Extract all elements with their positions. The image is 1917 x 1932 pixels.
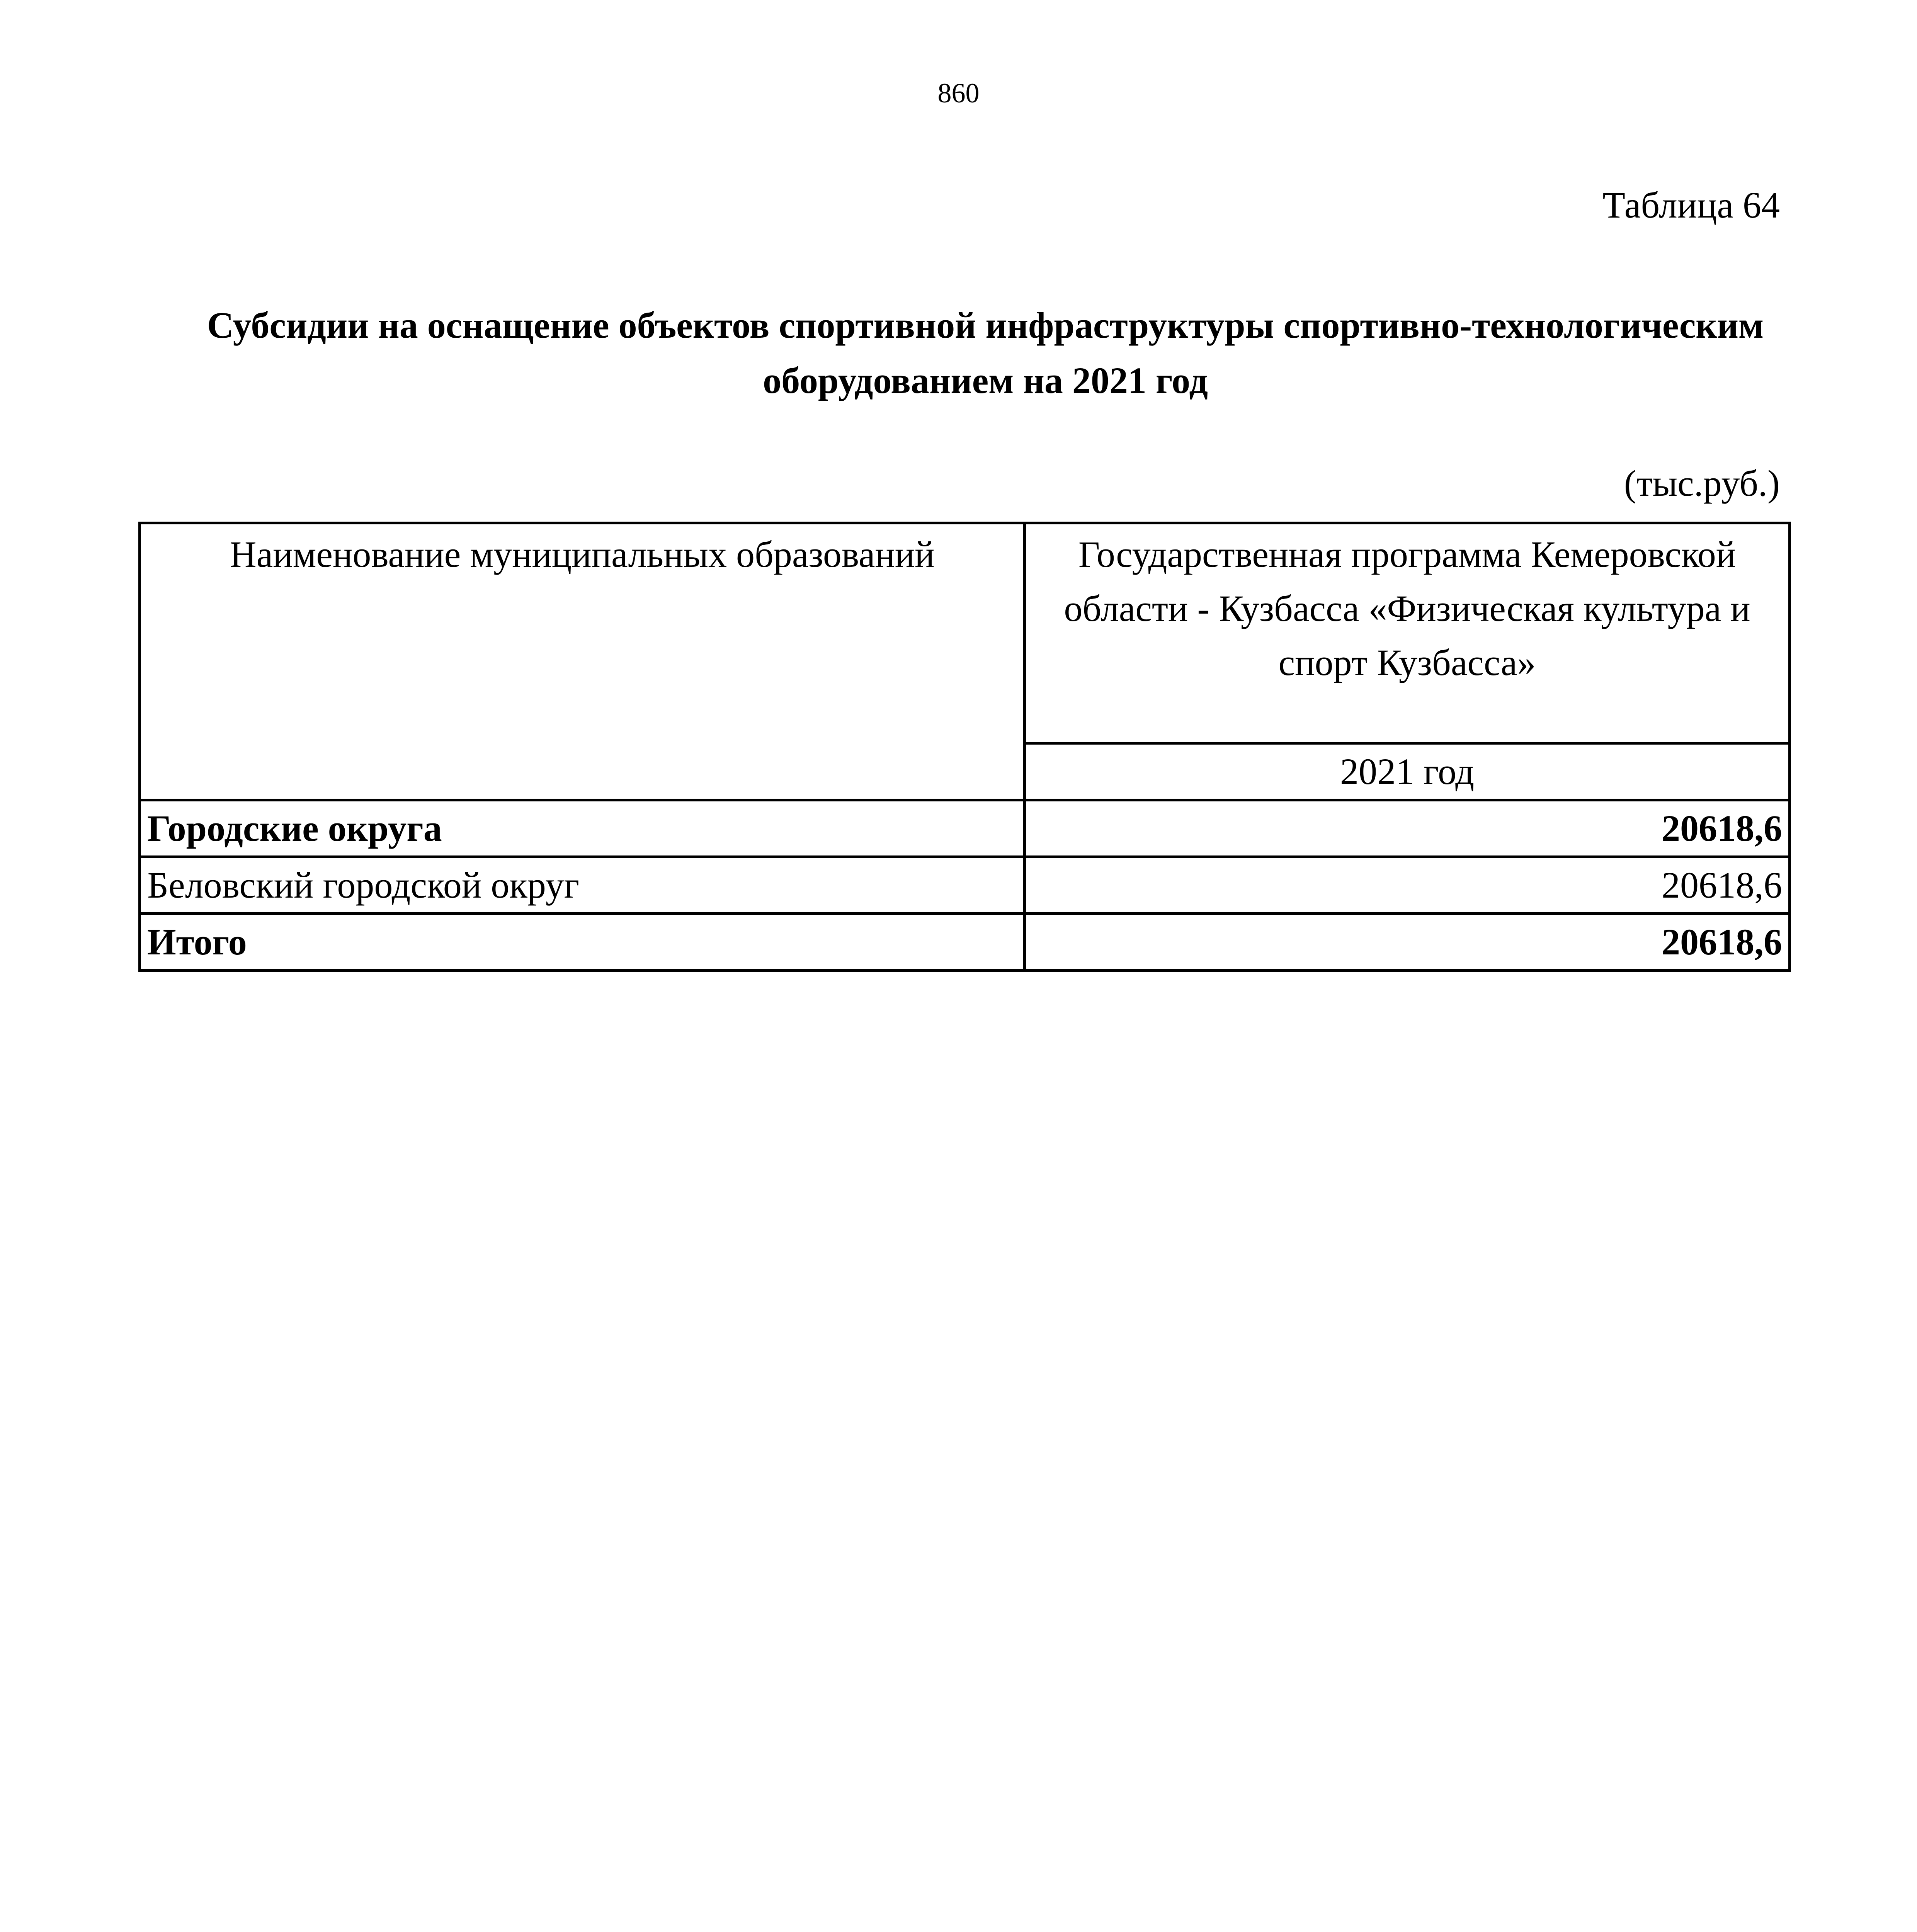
table-row <box>140 914 1790 971</box>
header-municipality: Наименование муниципальных образований <box>140 523 1025 800</box>
table-label: Таблица 64 <box>1602 184 1780 226</box>
subsidy-table <box>138 522 1791 972</box>
row-name: Итого <box>140 914 1025 971</box>
row-value: 20618,6 <box>1025 800 1790 857</box>
row-name: Беловский городской округ <box>140 857 1025 914</box>
table-row <box>140 800 1790 857</box>
units-label: (тыс.руб.) <box>1624 463 1780 504</box>
row-name: Городские округа <box>140 800 1025 857</box>
page-number: 860 <box>937 78 980 109</box>
header-program: Государственная программа Кемеровской области - Кузбасса «Физическая культура и спорт Кузбасса» <box>1025 523 1790 743</box>
header-year: 2021 год <box>1025 743 1790 800</box>
table-header-row <box>140 523 1790 743</box>
row-value: 20618,6 <box>1025 857 1790 914</box>
table-row <box>140 857 1790 914</box>
document-title: Субсидии на оснащение объектов спортивной инфраструктуры спортивно-технологическим оборудованием на 2021 год <box>207 304 1764 401</box>
row-value: 20618,6 <box>1025 914 1790 971</box>
